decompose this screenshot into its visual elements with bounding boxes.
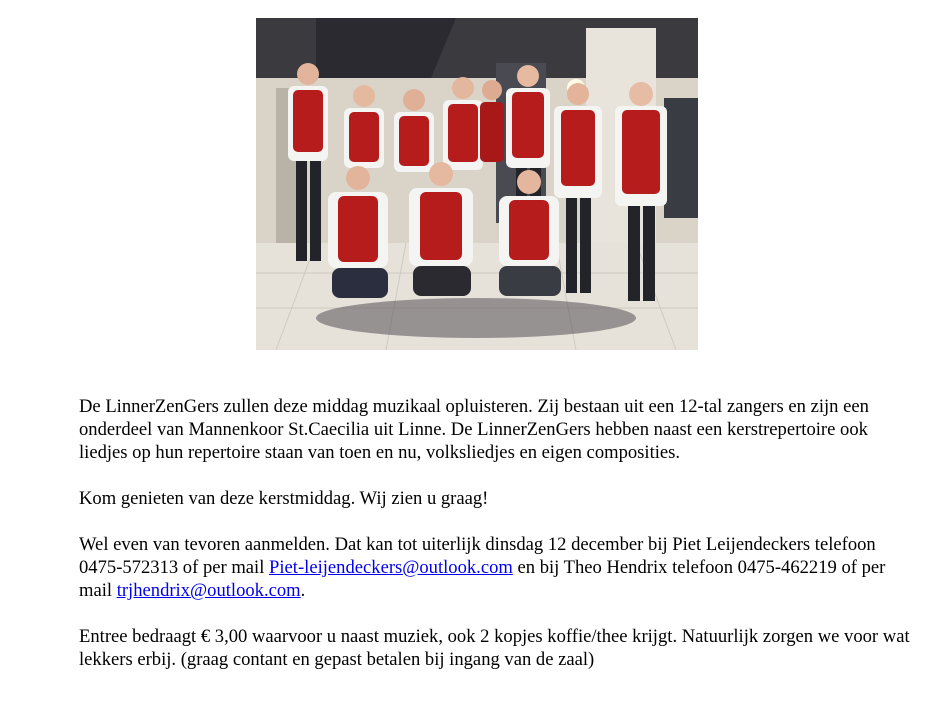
register-text-2: en bij Theo Hendrix telefoon 0475-462219 of per mail: [79, 557, 886, 601]
register-text-1: Wel even van tevoren aanmelden. Dat kan tot uiterlijk dinsdag 12 december bij Piet Leijendeckers telefoon 0475-572313 of per mail: [79, 534, 876, 578]
group-photo-choir-icon: [256, 18, 698, 350]
email-link-piet[interactable]: Piet-leijendeckers@outlook.com: [269, 557, 513, 578]
intro-paragraph: De LinnerZenGers zullen deze middag muzikaal opluisteren. Zij bestaan uit een 12-tal zangers en zijn een onderdeel van Mannenkoor St.Caecilia uit Linne. De LinnerZenGers hebben naast een kerstrepertoire ook liedjes op hun repertoire staan van toen en nu, volksliedjes en eigen composities.: [79, 396, 869, 463]
group-photo: [256, 18, 698, 350]
register-text-3: .: [300, 580, 306, 601]
entree-paragraph: Entree bedraagt € 3,00 waarvoor u naast muziek, ook 2 kopjes koffie/thee krijgt. Natuurlijk zorgen we voor wat lekkers erbij. (graag contant en gepast betalen bij ingang van de zaal): [79, 626, 910, 670]
announcement-text: [79, 395, 914, 694]
invite-paragraph: Kom genieten van deze kerstmiddag. Wij zien u graag!: [79, 488, 489, 509]
register-paragraph: [79, 533, 914, 602]
email-link-theo[interactable]: trjhendrix@outlook.com: [116, 580, 301, 601]
